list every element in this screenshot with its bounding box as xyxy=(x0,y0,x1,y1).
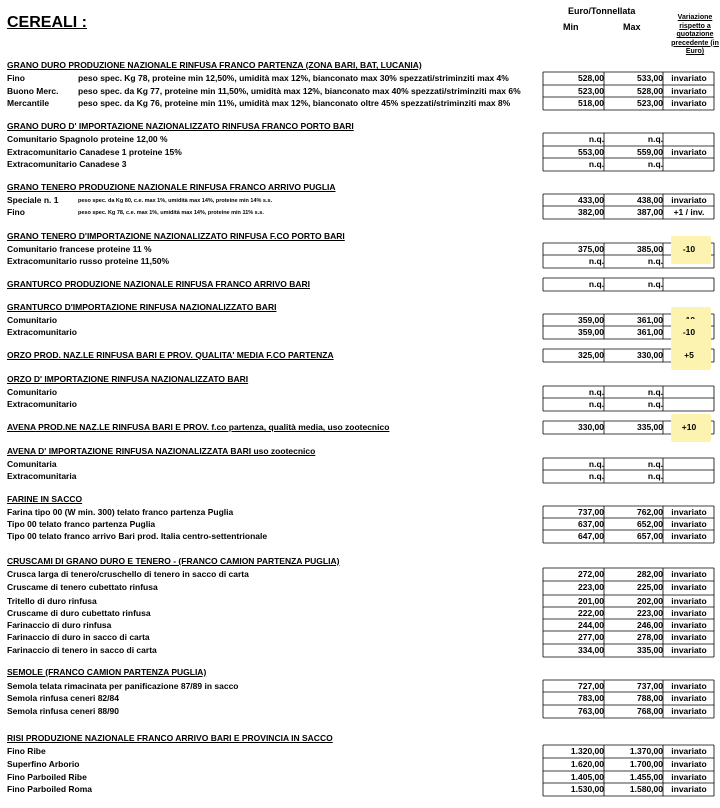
section-title: GRANTURCO PRODUZIONE NAZIONALE RINFUSA FRANCO ARRIVO BARI xyxy=(7,279,311,289)
variation-cell: -10 xyxy=(682,327,696,337)
min-price-cell: 272,00 xyxy=(578,569,604,579)
row-label: Comunitario xyxy=(7,315,58,325)
variation-cell: invariato xyxy=(671,195,707,205)
min-price-cell: 763,00 xyxy=(578,706,604,716)
row-description: peso spec. da Kg 77, proteine min 11,50%, umidità max 12%, bianconato max 40% spezzati/striminziti max 6% xyxy=(78,86,521,96)
row-description: peso spec. da Kg 76, proteine min 11%, umidità max 12%, bianconato oltre 45% spezzati/striminziti max 8% xyxy=(78,98,511,108)
min-price-cell: n.q. xyxy=(588,256,604,266)
row-label: Comunitario xyxy=(7,387,58,397)
max-price-cell: 202,00 xyxy=(637,596,663,606)
variation-cell: +5 xyxy=(684,350,694,360)
variation-cell: invariato xyxy=(671,569,707,579)
variation-cell: invariato xyxy=(671,531,707,541)
variation-cell: +10 xyxy=(681,422,697,432)
row-label: Tritello di duro rinfusa xyxy=(7,596,97,606)
row-label: Buono Merc. xyxy=(7,86,59,96)
min-price-cell: n.q. xyxy=(588,471,604,481)
variation-cell: invariato xyxy=(671,645,707,655)
unit-header: Euro/Tonnellata xyxy=(568,6,636,16)
variation-cell: +1 / inv. xyxy=(673,207,705,217)
max-price-cell: 438,00 xyxy=(637,195,663,205)
min-price-cell: 523,00 xyxy=(578,86,604,96)
variation-cell: invariato xyxy=(671,98,707,108)
max-price-cell: 361,00 xyxy=(637,327,663,337)
row-label: Semola telata rimacinata per panificazione 87/89 in sacco xyxy=(7,681,239,691)
max-price-cell: n.q. xyxy=(647,387,663,397)
section-title: FARINE IN SACCO xyxy=(7,494,83,504)
row-label: Cruscame di duro cubettato rinfusa xyxy=(7,608,151,618)
variation-cell: invariato xyxy=(671,582,707,592)
max-price-cell: 330,00 xyxy=(637,350,663,360)
row-label: Fino Parboiled Ribe xyxy=(7,772,87,782)
max-price-cell: 533,00 xyxy=(637,73,663,83)
min-price-cell: 382,00 xyxy=(578,207,604,217)
max-price-cell: 361,00 xyxy=(637,315,663,325)
section-title: GRANO TENERO D'IMPORTAZIONE NAZIONALIZZATO RINFUSA F.CO PORTO BARI xyxy=(7,231,345,241)
min-price-cell: n.q. xyxy=(588,399,604,409)
min-price-cell: 1.620,00 xyxy=(570,759,604,769)
row-label: Mercantile xyxy=(7,98,50,108)
min-price-cell: 325,00 xyxy=(578,350,604,360)
min-price-cell: 1.320,00 xyxy=(570,746,604,756)
variation-cell: invariato xyxy=(671,706,707,716)
section-title: AVENA D' IMPORTAZIONE RINFUSA NAZIONALIZZATA BARI uso zootecnico xyxy=(7,446,316,456)
row-label: Fino Ribe xyxy=(7,746,46,756)
max-price-cell: n.q. xyxy=(647,279,663,289)
row-label: Semola rinfusa ceneri 82/84 xyxy=(7,693,119,703)
max-price-cell: 387,00 xyxy=(637,207,663,217)
section-title: GRANO DURO D' IMPORTAZIONE NAZIONALIZZATO RINFUSA FRANCO PORTO BARI xyxy=(7,121,354,131)
min-price-cell: n.q. xyxy=(588,459,604,469)
row-label: Cruscame di tenero cubettato rinfusa xyxy=(7,582,158,592)
max-price-cell: 1.580,00 xyxy=(629,784,663,794)
row-description: peso spec. Kg 78, c.e. max 1%, umidità max 14%, proteine min 11% s.s. xyxy=(78,210,264,216)
max-price-cell: 762,00 xyxy=(637,507,663,517)
row-label: Extracomunitario russo proteine 11,50% xyxy=(7,256,170,266)
min-price-cell: 359,00 xyxy=(578,315,604,325)
min-price-cell: 433,00 xyxy=(578,195,604,205)
min-price-cell: 244,00 xyxy=(578,620,604,630)
section-title: RISI PRODUZIONE NAZIONALE FRANCO ARRIVO BARI E PROVINCIA IN SACCO xyxy=(7,733,333,743)
variation-cell: invariato xyxy=(671,519,707,529)
min-price-cell: 201,00 xyxy=(578,596,604,606)
row-label: Extracomunitario xyxy=(7,327,77,337)
max-price-cell: n.q. xyxy=(647,471,663,481)
max-price-cell: 788,00 xyxy=(637,693,663,703)
max-price-cell: n.q. xyxy=(647,159,663,169)
max-price-cell: 335,00 xyxy=(637,645,663,655)
min-price-cell: 737,00 xyxy=(578,507,604,517)
max-price-cell: 737,00 xyxy=(637,681,663,691)
section-title: CRUSCAMI DI GRANO DURO E TENERO - (FRANCO CAMION PARTENZA PUGLIA) xyxy=(7,556,340,566)
variation-cell: invariato xyxy=(671,693,707,703)
variation-cell: invariato xyxy=(671,681,707,691)
row-label: Comunitario francese proteine 11 % xyxy=(7,244,152,254)
variation-cell: invariato xyxy=(671,507,707,517)
max-price-cell: 278,00 xyxy=(637,632,663,642)
variation-cell: invariato xyxy=(671,759,707,769)
row-label: Superfino Arborio xyxy=(7,759,80,769)
max-price-cell: 1.455,00 xyxy=(629,772,663,782)
min-column-header: Min xyxy=(563,22,579,32)
min-price-cell: 1.405,00 xyxy=(570,772,604,782)
row-label: Tipo 00 telato franco arrivo Bari prod. Italia centro-settentrionale xyxy=(7,531,268,541)
row-label: Fino xyxy=(7,207,25,217)
min-price-cell: 359,00 xyxy=(578,327,604,337)
min-price-cell: n.q. xyxy=(588,387,604,397)
row-label: Semola rinfusa ceneri 88/90 xyxy=(7,706,119,716)
row-label: Farinaccio di tenero in sacco di carta xyxy=(7,645,157,655)
row-label: Fino Parboiled Roma xyxy=(7,784,93,794)
max-price-cell: 1.700,00 xyxy=(629,759,663,769)
max-price-cell: 1.370,00 xyxy=(629,746,663,756)
row-label: Extracomunitaria xyxy=(7,471,77,481)
min-price-cell: 277,00 xyxy=(578,632,604,642)
row-label: Tipo 00 telato franco partenza Puglia xyxy=(7,519,156,529)
row-label: Fino xyxy=(7,73,25,83)
max-price-cell: 223,00 xyxy=(637,608,663,618)
max-price-cell: n.q. xyxy=(647,134,663,144)
variation-cell: invariato xyxy=(671,620,707,630)
row-label: Farinaccio di duro rinfusa xyxy=(7,620,112,630)
min-price-cell: 553,00 xyxy=(578,147,604,157)
max-price-cell: 768,00 xyxy=(637,706,663,716)
variation-cell: invariato xyxy=(671,73,707,83)
max-price-cell: 225,00 xyxy=(637,582,663,592)
row-label: Farinaccio di duro in sacco di carta xyxy=(7,632,150,642)
row-description: peso spec. da Kg 80, c.e. max 1%, umidità max 14%, proteine min 14% s.s. xyxy=(78,198,273,204)
variation-column-header: Variazione rispetto a quotazione precedente (in Euro) xyxy=(671,14,719,55)
variation-cell: invariato xyxy=(671,608,707,618)
min-price-cell: n.q. xyxy=(588,134,604,144)
min-price-cell: 334,00 xyxy=(578,645,604,655)
min-price-cell: 727,00 xyxy=(578,681,604,691)
max-price-cell: 528,00 xyxy=(637,86,663,96)
max-price-cell: 559,00 xyxy=(637,147,663,157)
max-price-cell: 335,00 xyxy=(637,422,663,432)
section-title: ORZO D' IMPORTAZIONE RINFUSA NAZIONALIZZATO BARI xyxy=(7,374,249,384)
variation-cell: invariato xyxy=(671,596,707,606)
row-label: Extracomunitario xyxy=(7,399,77,409)
min-price-cell: n.q. xyxy=(588,279,604,289)
max-price-cell: 385,00 xyxy=(637,244,663,254)
row-label: Farina tipo 00 (W min. 300) telato franco partenza Puglia xyxy=(7,507,234,517)
section-title: GRANTURCO D'IMPORTAZIONE RINFUSA NAZIONALIZZATO BARI xyxy=(7,302,277,312)
max-column-header: Max xyxy=(623,22,641,32)
variation-cell: invariato xyxy=(671,772,707,782)
max-price-cell: n.q. xyxy=(647,459,663,469)
max-price-cell: 523,00 xyxy=(637,98,663,108)
row-label: Extracomunitario Canadese 3 xyxy=(7,159,127,169)
page-title: CEREALI : xyxy=(7,14,87,31)
max-price-cell: n.q. xyxy=(647,399,663,409)
min-price-cell: 528,00 xyxy=(578,73,604,83)
min-price-cell: 1.530,00 xyxy=(570,784,604,794)
row-label: Extracomunitario Canadese 1 proteine 15% xyxy=(7,147,182,157)
variation-cell: -10 xyxy=(682,244,696,254)
variation-cell: invariato xyxy=(671,86,707,96)
max-price-cell: 282,00 xyxy=(637,569,663,579)
variation-cell: invariato xyxy=(671,632,707,642)
min-price-cell: 223,00 xyxy=(578,582,604,592)
section-title: SEMOLE (FRANCO CAMION PARTENZA PUGLIA) xyxy=(7,667,207,677)
section-title: AVENA PROD.NE NAZ.LE RINFUSA BARI E PROV. f.co partenza, qualità media, uso zootecnico xyxy=(7,422,390,432)
max-price-cell: 657,00 xyxy=(637,531,663,541)
variation-cell: invariato xyxy=(671,784,707,794)
min-price-cell: 375,00 xyxy=(578,244,604,254)
min-price-cell: 330,00 xyxy=(578,422,604,432)
max-price-cell: 652,00 xyxy=(637,519,663,529)
variation-cell: invariato xyxy=(671,746,707,756)
max-price-cell: n.q. xyxy=(647,256,663,266)
min-price-cell: n.q. xyxy=(588,159,604,169)
row-label: Comunitario Spagnolo proteine 12,00 % xyxy=(7,134,168,144)
min-price-cell: 647,00 xyxy=(578,531,604,541)
row-label: Comunitaria xyxy=(7,459,57,469)
section-title: GRANO TENERO PRODUZIONE NAZIONALE RINFUSA FRANCO ARRIVO PUGLIA xyxy=(7,182,336,192)
min-price-cell: 222,00 xyxy=(578,608,604,618)
max-price-cell: 246,00 xyxy=(637,620,663,630)
variation-cell: invariato xyxy=(671,147,707,157)
min-price-cell: 783,00 xyxy=(578,693,604,703)
min-price-cell: 637,00 xyxy=(578,519,604,529)
row-description: peso spec. Kg 78, proteine min 12,50%, umidità max 12%, bianconato max 30% spezzati/striminziti max 4% xyxy=(78,73,509,83)
row-label: Crusca larga di tenero/cruschello di tenero in sacco di carta xyxy=(7,569,249,579)
section-title: ORZO PROD. NAZ.LE RINFUSA BARI E PROV. QUALITA' MEDIA F.CO PARTENZA xyxy=(7,350,334,360)
min-price-cell: 518,00 xyxy=(578,98,604,108)
section-title: GRANO DURO PRODUZIONE NAZIONALE RINFUSA FRANCO PARTENZA (ZONA BARI, BAT, LUCANIA) xyxy=(7,60,422,70)
row-label: Speciale n. 1 xyxy=(7,195,59,205)
